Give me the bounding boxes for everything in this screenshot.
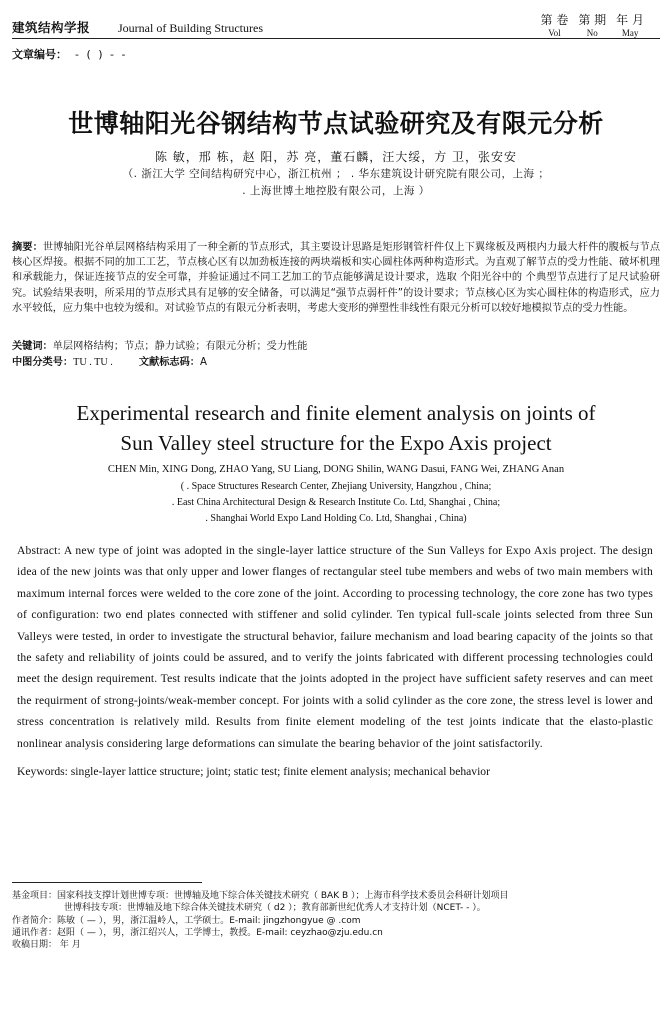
- document-code-value: A: [199, 357, 207, 368]
- affiliation-en-line: . East China Architectural Design & Research Institute Co. Ltd, Shanghai , China;: [171, 497, 501, 508]
- issue-date-en: May: [621, 28, 639, 38]
- abstract-en: [17, 540, 653, 754]
- classification-cn: [12, 353, 660, 368]
- paper-title-en-line: Experimental research and finite element analysis on joints of: [76, 401, 596, 425]
- abstract-cn-label: 摘要：: [12, 242, 43, 253]
- footnote-author-bio: 作者简介：陈敏（ — ），男，浙江温岭人，工学硕士。E-mail: jingzhongyue @ .com: [12, 915, 361, 926]
- abstract-en-text: A new type of joint was adopted in the single-layer lattice structure of the Sun Valleys for Expo Axis project. The design idea of the new joints was that only upper and lower flanges of rectangular steel tube members and webs of two main members with maximum internal forces were welded to the core zone of the joint. According to processing technology, the core zone has two types of configuration: two end plates connected with stiffener and solid cylinder. Ten typical full-scale joints selected from three Sun Valleys were tested, in order to investigate the structural behavior, failure mechanism and load bearing capacity of the joints so that the safety and reliability of joints could be assured, and to verify the joints fabricated with different processing technologies could meet the design requirement. Test results indicate that the joints adopted in the project have sufficient safety reserves and can meet the requirment of strong-joints/weak-member concept. For joints with a solid cylinder as the core zone, the stress level is lower and stress concentration is relatively mild. Results from finite element modeling of the test joints indicate that the elasto-plastic nonlinear analysis considering large deformations can simulate the bearing behavior of the joint satisfactorily.: [17, 544, 653, 750]
- footnote-funding-cont: 世博科技专项：世博轴及地下综合体关键技术研究（ d2 ）；教育部新世纪优秀人才支持计划（NCET- - ）。: [64, 903, 486, 914]
- affiliation-cn-line: （. 浙江大学 空间结构研究中心，浙江杭州 ； . 华东建筑设计研究院有限公司，上海 ；: [122, 168, 550, 180]
- keywords-cn: [12, 337, 660, 352]
- keywords-en: [17, 765, 653, 778]
- abstract-cn: [12, 240, 660, 316]
- journal-name-en: Journal of Building Structures: [118, 21, 263, 35]
- issue-date-cn: 年 月: [616, 13, 644, 27]
- header-divider: [12, 38, 660, 39]
- authors-cn: 陈 敏，邢 栋，赵 阳，苏 亮，董石麟，汪大绥，方 卫，张安安: [154, 150, 518, 164]
- footnotes: [12, 890, 660, 951]
- paper-title-en-line: Sun Valley steel structure for the Expo Axis project: [120, 431, 552, 455]
- journal-name: [12, 18, 263, 36]
- keywords-cn-text: 单层网格结构；节点；静力试验；有限元分析；受力性能: [52, 341, 308, 352]
- article-number-value: - ( ) - -: [75, 48, 128, 61]
- issue-date: [616, 14, 644, 40]
- issue-number-en: No: [586, 28, 598, 38]
- footnote-funding: 基金项目：国家科技支撑计划世博专项：世博轴及地下综合体关键技术研究（ BAK B ）；上海市科学技术委员会科研计划项目: [12, 891, 509, 901]
- footnote-received-date: 收稿日期： 年 月: [12, 940, 81, 951]
- article-number: [12, 46, 127, 62]
- footnote-divider: [12, 882, 202, 883]
- keywords-cn-label: 关键词：: [12, 341, 53, 352]
- issue-number-cn: 第 期: [578, 13, 607, 27]
- issue-info: [541, 14, 644, 40]
- journal-name-cn: 建筑结构学报: [12, 20, 91, 35]
- clc-value: TU . TU .: [73, 357, 113, 368]
- volume-en: Vol: [548, 28, 561, 38]
- footnote-corresponding-author: 通讯作者：赵阳（ — ），男，浙江绍兴人，工学博士，教授。E-mail: ceyzhao@zju.edu.cn: [12, 927, 383, 938]
- clc-label: 中图分类号：: [12, 357, 74, 368]
- volume: [541, 14, 569, 40]
- abstract-cn-text: 世博轴阳光谷单层网格结构采用了一种全新的节点形式，其主要设计思路是矩形钢管杆件仅上下翼缘板及两根内力最大杆件的腹板与节点核心区焊接。根据不同的加工工艺，节点核心区有以加劲板连接的两块端板和实心圆柱体两种构造形式。为直观了解节点的受力性能、破坏机理和承载能力，保证连接节点的安全可靠，并验证通过不同工艺加工的节点能够满足设计要求，选取 个阳光谷中的 个典型节点进行了足尺试验研究。试验结果表明，所采用的节点形式具有足够的安全储备，可以满足“强节点弱杆件”的设计要求；节点核心区为实心圆柱体的构造形式，应力水平较低，应力集中也较为缓和。对试验节点的有限元分析表明，考虑大变形的弹塑性非线性有限元分析可以较好地模拟节点的受力性能。: [12, 242, 661, 314]
- affiliation-cn-line: . 上海世博土地控股有限公司，上海 ）: [242, 185, 430, 197]
- document-code-label: 文献标志码：: [138, 357, 200, 368]
- affiliation-en-line: ( . Space Structures Research Center, Zhejiang University, Hangzhou , China;: [180, 481, 492, 492]
- keywords-en-label: Keywords:: [17, 765, 68, 778]
- paper-title-en: [0, 398, 672, 458]
- article-number-label: 文章编号：: [12, 48, 67, 61]
- abstract-en-label: Abstract:: [17, 544, 61, 557]
- keywords-en-text: single-layer lattice structure; joint; static test; finite element analysis; mechanical behavior: [70, 765, 490, 778]
- paper-title-cn: 世博轴阳光谷钢结构节点试验研究及有限元分析: [68, 109, 604, 138]
- affiliation-en-line: . Shanghai World Expo Land Holding Co. Ltd, Shanghai , China): [205, 513, 467, 524]
- issue-number: [578, 14, 606, 40]
- authors-en: CHEN Min, XING Dong, ZHAO Yang, SU Liang, DONG Shilin, WANG Dasui, FANG Wei, ZHANG Anan: [107, 464, 565, 475]
- volume-cn: 第 卷: [540, 13, 569, 27]
